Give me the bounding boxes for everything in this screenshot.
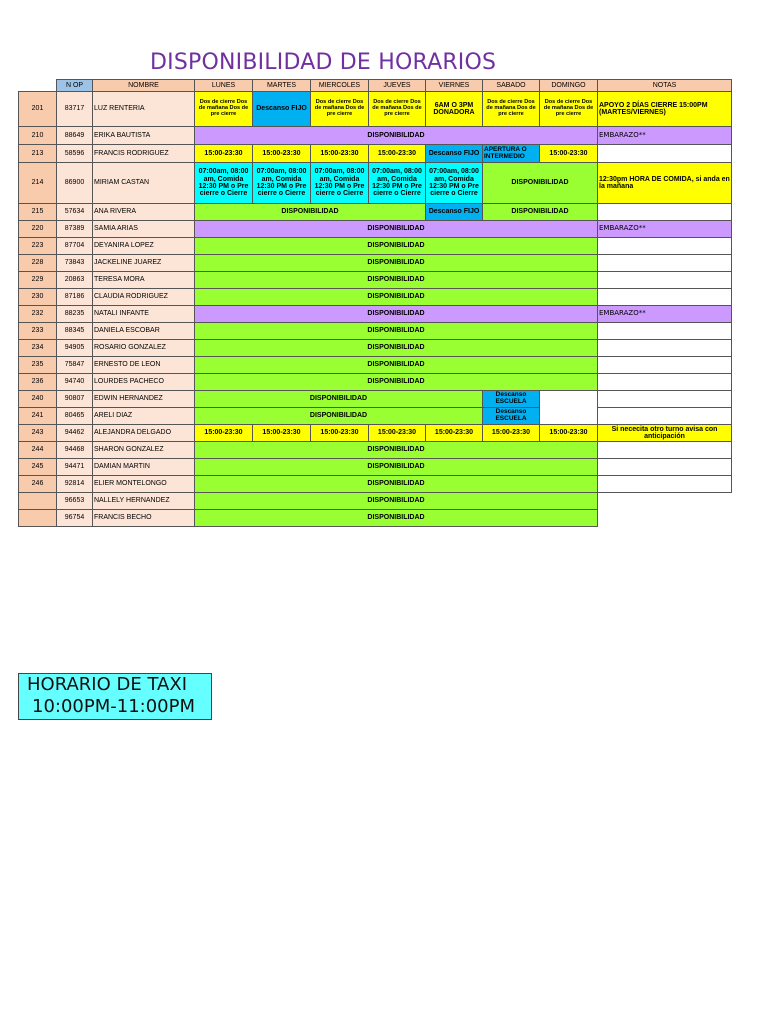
header-viernes: VIERNES bbox=[426, 80, 483, 92]
row-note: Si nececita otro turno avisa con anticipación bbox=[598, 425, 732, 442]
row-name: LUZ RENTERIA bbox=[93, 92, 195, 127]
row-note: EMBARAZO** bbox=[598, 221, 732, 238]
table-row bbox=[19, 357, 732, 374]
row-number: 232 bbox=[19, 306, 57, 323]
availability-cell: DISPONIBILIDAD bbox=[195, 255, 598, 272]
row-name: FRANCIS BECHO bbox=[93, 510, 195, 527]
table-row bbox=[19, 255, 732, 272]
shift-jueves: 07:00am, 08:00 am, Comida 12:30 PM o Pre cierre o Cierre bbox=[369, 163, 426, 204]
header-miercoles: MIERCOLES bbox=[311, 80, 369, 92]
shift-jueves: 15:00-23:30 bbox=[369, 425, 426, 442]
row-nop: 94471 bbox=[57, 459, 93, 476]
shift-martes: Descanso FIJO bbox=[253, 92, 311, 127]
table-row bbox=[19, 391, 732, 408]
header-nombre: NOMBRE bbox=[93, 80, 195, 92]
row-note: APOYO 2 DÍAS CIERRE 15:00PM (MARTES/VIERNES) bbox=[598, 92, 732, 127]
row-nop: 87389 bbox=[57, 221, 93, 238]
shift-martes: 15:00-23:30 bbox=[253, 145, 311, 163]
empty-cell bbox=[540, 408, 598, 425]
row-nop: 88345 bbox=[57, 323, 93, 340]
table-row bbox=[19, 221, 732, 238]
availability-cell: DISPONIBILIDAD bbox=[195, 493, 598, 510]
row-number: 235 bbox=[19, 357, 57, 374]
row-number: 233 bbox=[19, 323, 57, 340]
row-note bbox=[598, 510, 732, 527]
row-note: 12:30pm HORA DE COMIDA, si anda en la mañana bbox=[598, 163, 732, 204]
row-number: 230 bbox=[19, 289, 57, 306]
row-nop: 94462 bbox=[57, 425, 93, 442]
table-row bbox=[19, 374, 732, 391]
taxi-hours: 10:00PM-11:00PM bbox=[32, 696, 196, 717]
table-row bbox=[19, 238, 732, 255]
row-name: ELIER MONTELONGO bbox=[93, 476, 195, 493]
row-number: 246 bbox=[19, 476, 57, 493]
row-name: ARELI DIAZ bbox=[93, 408, 195, 425]
shift-jueves: 15:00-23:30 bbox=[369, 145, 426, 163]
shift-lunes: Dos de cierre Dos de mañana Dos de pre cierre bbox=[195, 92, 253, 127]
taxi-schedule-box bbox=[18, 673, 212, 720]
shift-sabado: APERTURA O INTERMEDIO bbox=[483, 145, 540, 163]
table-row bbox=[19, 306, 732, 323]
shift-miercoles: 07:00am, 08:00 am, Comida 12:30 PM o Pre cierre o Cierre bbox=[311, 163, 369, 204]
shift-sabado: 15:00-23:30 bbox=[483, 425, 540, 442]
shift-lunes: 15:00-23:30 bbox=[195, 425, 253, 442]
table-row bbox=[19, 459, 732, 476]
row-nop: 20863 bbox=[57, 272, 93, 289]
row-name: ALEJANDRA DELGADO bbox=[93, 425, 195, 442]
availability-cell: DISPONIBILIDAD bbox=[195, 408, 483, 425]
row-number: 234 bbox=[19, 340, 57, 357]
row-note bbox=[598, 255, 732, 272]
row-name: FRANCIS RODRIGUEZ bbox=[93, 145, 195, 163]
row-note bbox=[598, 340, 732, 357]
header-martes: MARTES bbox=[253, 80, 311, 92]
table-row bbox=[19, 127, 732, 145]
row-name: DANIELA ESCOBAR bbox=[93, 323, 195, 340]
row-nop: 80465 bbox=[57, 408, 93, 425]
shift-sabado: Descanso ESCUELA bbox=[483, 391, 540, 408]
row-nop: 94468 bbox=[57, 442, 93, 459]
row-note bbox=[598, 493, 732, 510]
row-nop: 73843 bbox=[57, 255, 93, 272]
row-note bbox=[598, 476, 732, 493]
shift-sabado: Dos de cierre Dos de mañana Dos de pre cierre bbox=[483, 92, 540, 127]
row-number: 213 bbox=[19, 145, 57, 163]
row-number: 210 bbox=[19, 127, 57, 145]
row-name: ERIKA BAUTISTA bbox=[93, 127, 195, 145]
shift-jueves: Dos de cierre Dos de mañana Dos de pre cierre bbox=[369, 92, 426, 127]
row-note bbox=[598, 289, 732, 306]
row-note bbox=[598, 459, 732, 476]
row-name: DEYANIRA LOPEZ bbox=[93, 238, 195, 255]
row-name: DAMIAN MARTIN bbox=[93, 459, 195, 476]
row-number: 201 bbox=[19, 92, 57, 127]
empty-cell bbox=[540, 391, 598, 408]
row-nop: 58596 bbox=[57, 145, 93, 163]
schedule-table bbox=[18, 79, 732, 527]
row-name: ERNESTO DE LEON bbox=[93, 357, 195, 374]
availability-cell: DISPONIBILIDAD bbox=[195, 204, 426, 221]
shift-miercoles: 15:00-23:30 bbox=[311, 145, 369, 163]
header-sabado: SABADO bbox=[483, 80, 540, 92]
row-number: 236 bbox=[19, 374, 57, 391]
header-jueves: JUEVES bbox=[369, 80, 426, 92]
row-nop: 90807 bbox=[57, 391, 93, 408]
row-nop: 88649 bbox=[57, 127, 93, 145]
row-nop: 75847 bbox=[57, 357, 93, 374]
row-number: 220 bbox=[19, 221, 57, 238]
row-name: SAMIA ARIAS bbox=[93, 221, 195, 238]
row-nop: 83717 bbox=[57, 92, 93, 127]
table-row bbox=[19, 425, 732, 442]
row-name: NATALI INFANTE bbox=[93, 306, 195, 323]
availability-cell: DISPONIBILIDAD bbox=[195, 289, 598, 306]
row-number: 243 bbox=[19, 425, 57, 442]
row-number: 215 bbox=[19, 204, 57, 221]
header-nop: N OP bbox=[57, 80, 93, 92]
availability-cell: DISPONIBILIDAD bbox=[195, 476, 598, 493]
shift-viernes: Descanso FIJO bbox=[426, 204, 483, 221]
table-row bbox=[19, 510, 732, 527]
row-nop: 88235 bbox=[57, 306, 93, 323]
row-name: CLAUDIA RODRIGUEZ bbox=[93, 289, 195, 306]
row-number bbox=[19, 493, 57, 510]
row-number: 214 bbox=[19, 163, 57, 204]
shift-lunes: 15:00-23:30 bbox=[195, 145, 253, 163]
availability-cell: DISPONIBILIDAD bbox=[195, 391, 483, 408]
row-name: TERESA MORA bbox=[93, 272, 195, 289]
row-note bbox=[598, 442, 732, 459]
shift-viernes: 07:00am, 08:00 am, Comida 12:30 PM o Pre cierre o Cierre bbox=[426, 163, 483, 204]
row-nop: 87704 bbox=[57, 238, 93, 255]
availability-cell: DISPONIBILIDAD bbox=[195, 323, 598, 340]
table-row bbox=[19, 442, 732, 459]
row-number: 244 bbox=[19, 442, 57, 459]
row-note bbox=[598, 323, 732, 340]
row-nop: 94905 bbox=[57, 340, 93, 357]
header-blank bbox=[19, 80, 57, 92]
availability-cell: DISPONIBILIDAD bbox=[195, 374, 598, 391]
row-nop: 86900 bbox=[57, 163, 93, 204]
shift-miercoles: Dos de cierre Dos de mañana Dos de pre cierre bbox=[311, 92, 369, 127]
row-name: JACKELINE JUAREZ bbox=[93, 255, 195, 272]
shift-martes: 15:00-23:30 bbox=[253, 425, 311, 442]
table-row bbox=[19, 163, 732, 204]
availability-cell: DISPONIBILIDAD bbox=[195, 442, 598, 459]
table-row bbox=[19, 272, 732, 289]
availability-cell: DISPONIBILIDAD bbox=[195, 357, 598, 374]
row-number: 245 bbox=[19, 459, 57, 476]
taxi-title: HORARIO DE TAXI bbox=[27, 674, 188, 695]
row-number: 240 bbox=[19, 391, 57, 408]
header-row bbox=[19, 80, 732, 92]
row-note bbox=[598, 204, 732, 221]
availability-cell: DISPONIBILIDAD bbox=[195, 510, 598, 527]
row-number bbox=[19, 510, 57, 527]
shift-martes: 07:00am, 08:00 am, Comida 12:30 PM o Pre cierre o Cierre bbox=[253, 163, 311, 204]
availability-cell: DISPONIBILIDAD bbox=[195, 340, 598, 357]
row-note bbox=[598, 357, 732, 374]
shift-viernes: 6AM O 3PM DONADORA bbox=[426, 92, 483, 127]
row-nop: 96653 bbox=[57, 493, 93, 510]
row-number: 228 bbox=[19, 255, 57, 272]
row-nop: 57634 bbox=[57, 204, 93, 221]
shift-domingo: 15:00-23:30 bbox=[540, 425, 598, 442]
row-note bbox=[598, 145, 732, 163]
table-row bbox=[19, 204, 732, 221]
table-row bbox=[19, 145, 732, 163]
row-note: EMBARAZO** bbox=[598, 306, 732, 323]
row-name: ANA RIVERA bbox=[93, 204, 195, 221]
shift-sabado: Descanso ESCUELA bbox=[483, 408, 540, 425]
table-row bbox=[19, 323, 732, 340]
shift-viernes: 15:00-23:30 bbox=[426, 425, 483, 442]
table-row bbox=[19, 493, 732, 510]
row-note bbox=[598, 272, 732, 289]
availability-cell: DISPONIBILIDAD bbox=[195, 459, 598, 476]
row-nop: 96754 bbox=[57, 510, 93, 527]
shift-domingo: Dos de cierre Dos de mañana Dos de pre cierre bbox=[540, 92, 598, 127]
row-name: NALLELY HERNANDEZ bbox=[93, 493, 195, 510]
table-row bbox=[19, 408, 732, 425]
row-note bbox=[598, 374, 732, 391]
row-number: 241 bbox=[19, 408, 57, 425]
row-note: EMBARAZO** bbox=[598, 127, 732, 145]
page-title: DISPONIBILIDAD DE HORARIOS bbox=[150, 50, 497, 75]
row-name: MIRIAM CASTAN bbox=[93, 163, 195, 204]
row-name: SHARON GONZALEZ bbox=[93, 442, 195, 459]
availability-cell: DISPONIBILIDAD bbox=[195, 306, 598, 323]
table-row bbox=[19, 92, 732, 127]
availability-cell: DISPONIBILIDAD bbox=[195, 272, 598, 289]
row-note bbox=[598, 391, 732, 408]
table-row bbox=[19, 476, 732, 493]
availability-cell: DISPONIBILIDAD bbox=[483, 163, 598, 204]
row-nop: 87186 bbox=[57, 289, 93, 306]
availability-cell: DISPONIBILIDAD bbox=[195, 221, 598, 238]
shift-viernes: Descanso FIJO bbox=[426, 145, 483, 163]
table-row bbox=[19, 289, 732, 306]
availability-cell: DISPONIBILIDAD bbox=[195, 127, 598, 145]
shift-lunes: 07:00am, 08:00 am, Comida 12:30 PM o Pre cierre o Cierre bbox=[195, 163, 253, 204]
header-domingo: DOMINGO bbox=[540, 80, 598, 92]
row-name: LOURDES PACHECO bbox=[93, 374, 195, 391]
header-notas: NOTAS bbox=[598, 80, 732, 92]
row-name: ROSARIO GONZALEZ bbox=[93, 340, 195, 357]
row-nop: 92814 bbox=[57, 476, 93, 493]
row-note bbox=[598, 408, 732, 425]
shift-domingo: 15:00-23:30 bbox=[540, 145, 598, 163]
row-number: 223 bbox=[19, 238, 57, 255]
row-name: EDWIN HERNANDEZ bbox=[93, 391, 195, 408]
header-lunes: LUNES bbox=[195, 80, 253, 92]
availability-cell: DISPONIBILIDAD bbox=[195, 238, 598, 255]
row-nop: 94740 bbox=[57, 374, 93, 391]
shift-miercoles: 15:00-23:30 bbox=[311, 425, 369, 442]
row-note bbox=[598, 238, 732, 255]
availability-cell: DISPONIBILIDAD bbox=[483, 204, 598, 221]
table-row bbox=[19, 340, 732, 357]
row-number: 229 bbox=[19, 272, 57, 289]
